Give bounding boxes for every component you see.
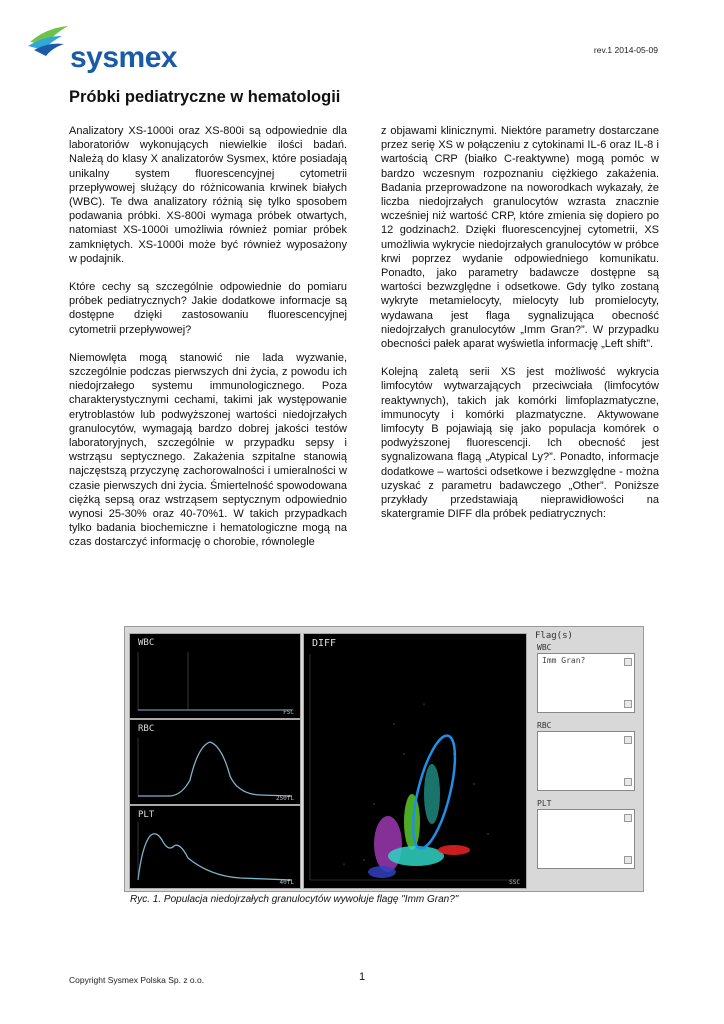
cluster-blue <box>368 866 396 878</box>
diff-scattergram-panel <box>303 633 527 889</box>
flag-wbc-value: Imm Gran? <box>542 656 586 665</box>
logo-wordmark: sysmex <box>70 41 178 74</box>
diff-scatter-plot <box>304 634 526 888</box>
scroll-up-icon <box>624 814 632 822</box>
cluster-immature-granulocytes <box>424 764 440 824</box>
scroll-down-icon <box>624 778 632 786</box>
rbc-histogram-curve <box>130 720 300 804</box>
plt-unit-label: 40fL <box>279 879 294 886</box>
wbc-panel-label: WBC <box>138 638 155 648</box>
page-number: 1 <box>359 971 366 983</box>
scroll-down-icon <box>624 700 632 708</box>
flag-wbc-label: WBC <box>537 643 552 652</box>
rbc-histogram-panel <box>129 719 301 805</box>
page-title: Próbki pediatryczne w hematologii <box>69 88 341 106</box>
plt-panel-label: PLT <box>138 810 155 820</box>
wbc-histogram-graph <box>130 634 300 718</box>
wbc-unit-label: FSC <box>283 709 294 716</box>
diff-panel-label: DIFF <box>312 638 337 649</box>
paragraph: z objawami klinicznymi. Niektóre parametry dostarczane przez serię XS w połączeniu z cytokinami IL-6 oraz IL-8 i wartością CRP (białko C-reaktywne) mogą pomóc w bardzo wczesnym rozpoznaniu ciężkiego zakażenia. Badania przeprowadzone na noworodkach wykazały, że liczba niedojrzałych granulocytów wzrasta znacznie wcześniej niż wartość CRP, które zmienia się dopiero po 12 godzinach2. Dzięki fluorescencyjnej cytometrii, XS umożliwia wykrycie niedojrzałych granulocytów w próbce krwi poprzez wydanie odpowiedniego komunikatu. Ponadto, jako parametry badawcze dostępne są wartości bezwzględne i odsetkowe. Gdy tylko zostaną wykryte metamielocyty, mielocyty lub promielocyty, wydawana jest flaga sygnalizująca obecność niedojrzałych granulocytów „Imm Gran?”. W przypadku obecności pałek aparat wyświetla informację „Left shift”. <box>381 125 659 351</box>
flag-rbc-box <box>537 731 635 791</box>
wbc-histogram-panel <box>129 633 301 719</box>
flags-title: Flag(s) <box>535 631 573 641</box>
scroll-down-icon <box>624 856 632 864</box>
paragraph: Które cechy są szczególnie odpowiednie do pomiaru próbek pediatrycznych? Jakie dodatkowe informacje są dostępne dzięki zastosowaniu fluorescencyjnej cytometrii przepływowej? <box>69 281 347 336</box>
paragraph: Niemowlęta mogą stanowić nie lada wyzwanie, szczególnie podczas pierwszych dni życia, z powodu ich niedojrzałego systemu immunologicznego. Poza charakterystycznymi cechami, takimi jak występowanie erytroblastów lub podwyższonej wartości niedojrzałych granulocytów, wymagają bardzo dobrej jakości testów laboratoryjnych, szczególnie w przypadku sepsy i wstrząsu septycznego. Zakażenia szpitalne stanowią najczęstszą przyczynę zachorowalności i umieralności w czasie pierwszych dni życia. Śmiertelność spowodowana ciężką sepsą oraz wstrząsem septycznym odpowiednio wynosi 25-30% oraz 40-70%1. W takich przypadkach tylko badania biochemiczne i hematologiczne mogą na czas dostarczyć informację o chorobie, równolegle <box>69 351 347 549</box>
flag-plt-box <box>537 809 635 869</box>
scroll-up-icon <box>624 658 632 666</box>
plt-histogram-panel <box>129 805 301 889</box>
diff-unit-label: SSC <box>509 879 520 886</box>
paragraph: Kolejną zaletą serii XS jest możliwość wykrycia limfocytów wytwarzających przeciwciała (limfocytów reaktywnych), takich jak komórki limfoplazmatyczne, immunocyty i komórki plazmatyczne. Aktywowane limfocyty B pojawiają się jako populacja komórek o podwyższonej fluorescencji. Ich obecność jest sygnalizowana flagą „Atypical Ly?”. Ponadto, informacje dodatkowe – wartości odsetkowe i bezwzględne - można uzyskać z parametru badawczego „Other”. Poniższe przykłady przedstawiają nieprawidłowości na skatergramie DIFF dla próbek pediatrycznych: <box>381 366 659 521</box>
left-column <box>69 124 347 564</box>
flags-panel <box>531 629 641 889</box>
footer-copyright: Copyright Sysmex Polska Sp. z o.o. <box>69 975 205 985</box>
figure-caption: Ryc. 1. Populacja niedojrzałych granulocytów wywołuje flagę "Imm Gran?" <box>130 894 459 905</box>
cluster-monocytes <box>374 816 402 872</box>
sysmex-logo <box>28 22 178 72</box>
flag-wbc-box <box>537 653 635 713</box>
rbc-unit-label: 250fL <box>275 795 294 802</box>
flag-rbc-label: RBC <box>537 721 552 730</box>
flag-plt-label: PLT <box>537 799 552 808</box>
analyzer-screenshot-figure <box>124 626 644 892</box>
right-column <box>381 124 659 535</box>
cluster-eosinophils <box>438 845 470 855</box>
cluster-neutrophils <box>388 846 444 866</box>
paragraph: Analizatory XS-1000i oraz XS-800i są odpowiednie dla laboratoriów wykonujących niewielkie ilości badań. Należą do klasy X analizatorów Sysmex, które posiadają unikalny system fluorescencyjnej cytometrii przepływowej służący do różnicowania krwinek białych (WBC). Te dwa analizatory różnią się tylko sposobem podawania próbki. XS-800i wymaga próbek otwartych, natomiast XS-1000i umożliwia również pomiar próbek zamkniętych. XS-1000i może być również wyposażony w podajnik. <box>69 125 347 265</box>
revision-date: rev.1 2014-05-09 <box>593 45 658 55</box>
plt-histogram-curve <box>130 806 300 888</box>
rbc-panel-label: RBC <box>138 724 155 734</box>
scroll-up-icon <box>624 736 632 744</box>
